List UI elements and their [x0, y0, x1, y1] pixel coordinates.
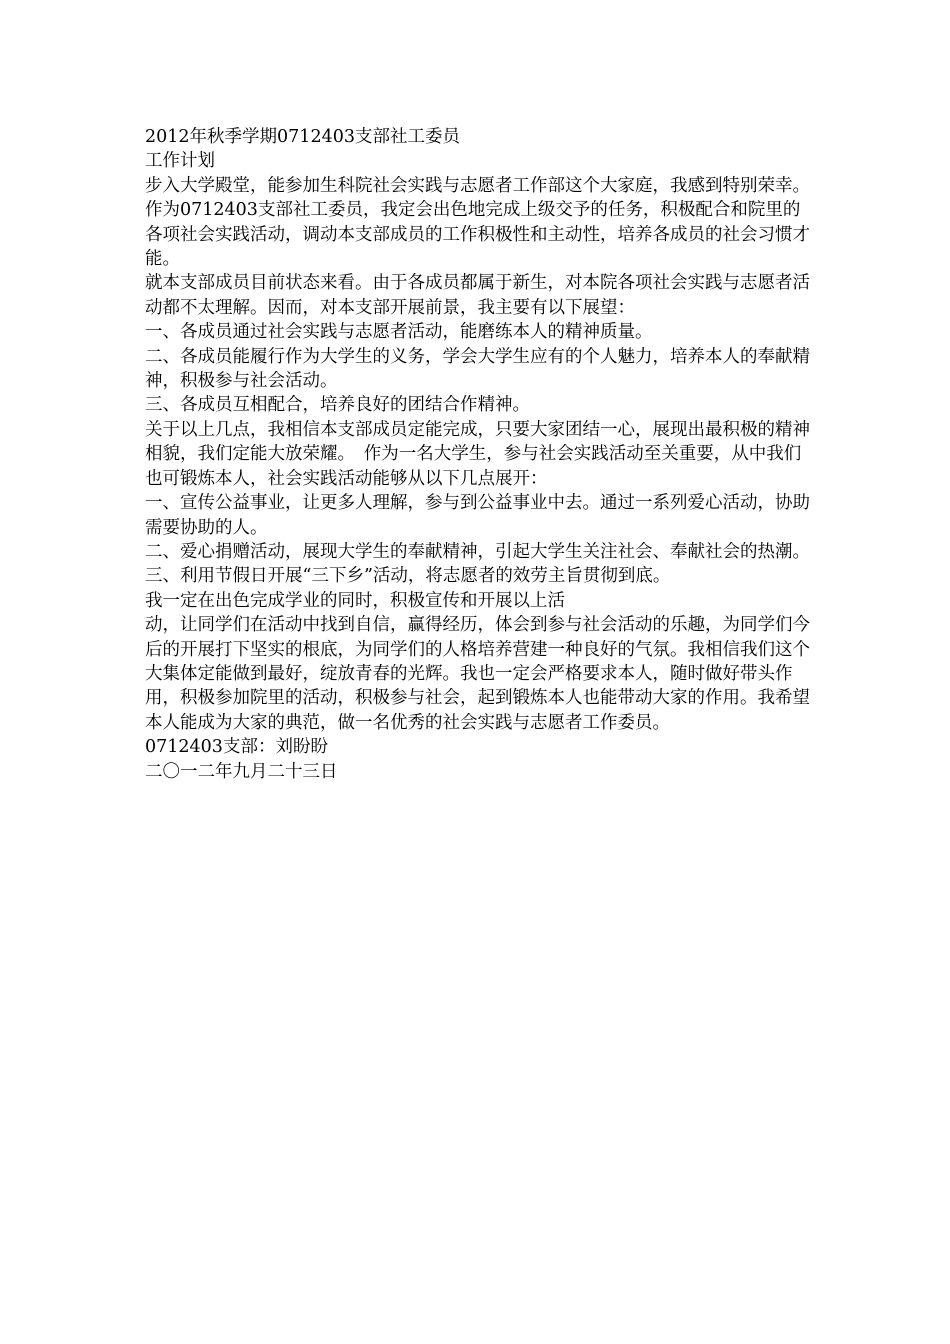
paragraph-activity-3: 三、利用节假日开展“三下乡”活动，将志愿者的效劳主旨贯彻到底。 — [145, 566, 671, 587]
document-title-line-2: 工作计划 — [145, 151, 215, 172]
paragraph-belief: 关于以上几点，我相信本支部成员定能完成，只要大家团结一心，展现出最积极的精神相貌，我们定能大放荣耀。 作为一名大学生，参与社会实践活动至关重要，从中我们也可锻炼本人，社会实践活动能够从以下几点展开： — [145, 419, 810, 489]
signature: 0712403支部：刘盼盼 — [145, 737, 328, 758]
paragraph-outlook-1: 一、各成员通过社会实践与志愿者活动，能磨练本人的精神质量。 — [145, 322, 653, 343]
paragraph-intro: 步入大学殿堂，能参加生科院社会实践与志愿者工作部这个大家庭，我感到特别荣幸。作为0712403支部社工委员，我定会出色地完成上级交予的任务，积极配合和院里的各项社会实践活动，调动本支部成员的工作积极性和主动性，培养各成员的社会习惯才能。 — [145, 175, 810, 270]
paragraph-commitment: 动，让同学们在活动中找到自信，赢得经历，体会到参与社会活动的乐趣，为同学们今后的开展打下坚实的根底，为同学们的人格培养营建一种良好的气氛。我相信我们这个大集体定能做到最好，绽放青春的光辉。我也一定会严格要求本人，随时做好带头作用，积极参加院里的活动，积极参与社会，起到锻炼本人也能带动大家的作用。我希望本人能成为大家的典范，做一名优秀的社会实践与志愿者工作委员。 — [145, 615, 810, 733]
paragraph-outlook-2: 二、各成员能履行作为大学生的义务，学会大学生应有的个人魅力，培养本人的奉献精神，积极参与社会活动。 — [145, 346, 810, 392]
paragraph-outlook-3: 三、各成员互相配合，培养良好的团结合作精神。 — [145, 395, 530, 416]
paragraph-status: 就本支部成员目前状态来看。由于各成员都属于新生，对本院各项社会实践与志愿者活动都不太理解。因而，对本支部开展前景，我主要有以下展望： — [145, 273, 810, 318]
paragraph-commitment-start: 我一定在出色完成学业的同时，积极宣传和开展以上活 — [145, 590, 565, 611]
paragraph-activity-1: 一、宣传公益事业，让更多人理解，参与到公益事业中去。通过一系列爱心活动，协助需要协助的人。 — [145, 493, 810, 538]
paragraph-activity-2: 二、爱心捐赠活动，展现大学生的奉献精神，引起大学生关注社会、奉献社会的热潮。 — [145, 541, 810, 562]
document-title-line-1: 2012年秋季学期0712403支部社工委员 — [145, 127, 460, 147]
document-date: 二〇一二年九月二十三日 — [145, 761, 338, 782]
document-body — [145, 125, 810, 784]
